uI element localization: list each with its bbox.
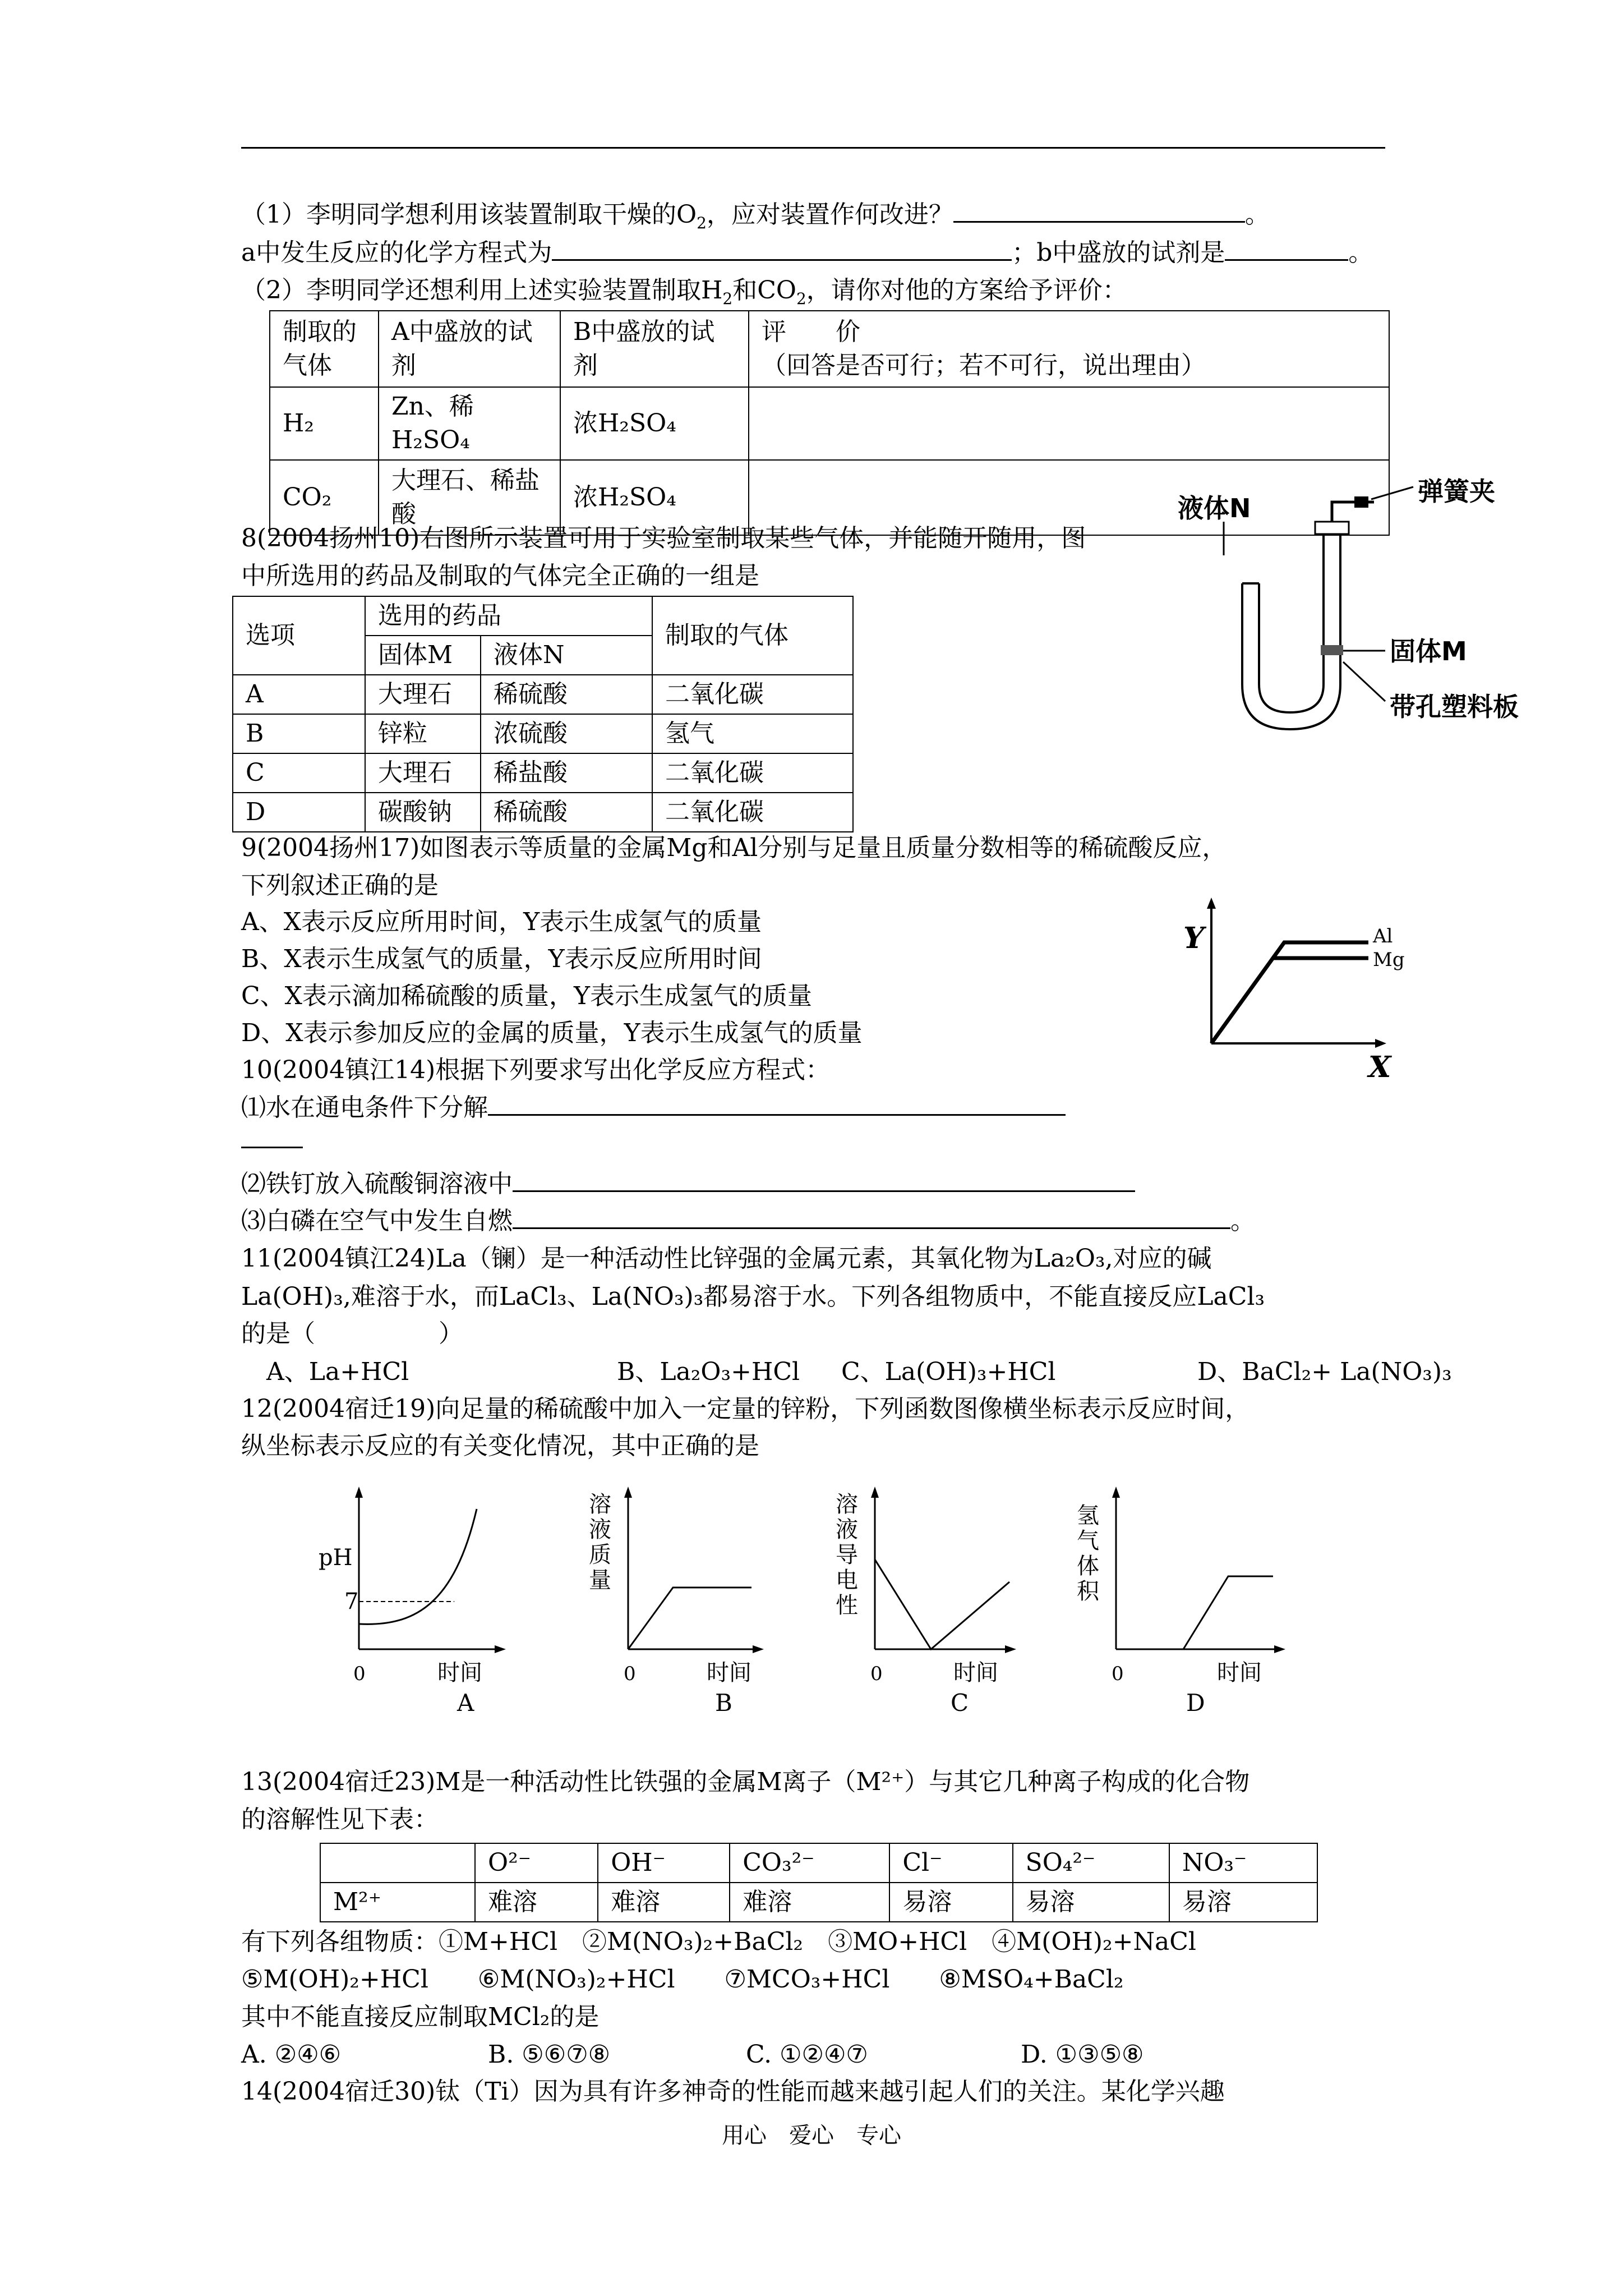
graph-a-xlabel: 时间: [437, 1660, 482, 1686]
q9-option-a: A、X表示反应所用时间，Y表示生成氢气的质量: [241, 908, 762, 936]
table-cell: CO₂: [270, 460, 379, 535]
table-cell: SO₄²⁻: [1013, 1843, 1169, 1883]
table-cell: 大理石: [365, 753, 481, 793]
q11-line: 11(2004镇江24)La（镧）是一种活动性比锌强的金属元素，其氧化物为La₂O₃,对应的碱: [241, 1244, 1212, 1273]
graph-d-zero: 0: [1112, 1663, 1124, 1685]
graph-b: [589, 1487, 764, 1717]
q13-line: 有下列各组物质：①M+HCl ②M(NO₃)₂+BaCl₂ ③MO+HCl ④M(OH)₂+NaCl: [241, 1927, 1196, 1956]
table-cell: 选项: [233, 596, 365, 675]
graph-c-ylabel-1: 溶: [836, 1492, 858, 1517]
table-cell: OH⁻: [598, 1843, 730, 1883]
header-rule: [241, 147, 1385, 149]
table-cell: 氢气: [652, 714, 853, 753]
q13-line: 的溶解性见下表：: [241, 1805, 439, 1834]
graph-c-zero: 0: [870, 1663, 883, 1685]
table-cell: 碳酸钠: [365, 793, 481, 832]
table-cell: H₂: [270, 387, 379, 460]
table-cell: 大理石、稀盐酸: [379, 460, 560, 535]
q1b-line: a中发生反应的化学方程式为 ；b中盛放的试剂是 。: [241, 234, 1373, 271]
answer-blank[interactable]: [488, 1089, 1066, 1116]
table-cell: 二氧化碳: [652, 675, 853, 714]
table-cell: D: [233, 793, 365, 832]
answer-blank[interactable]: [513, 1166, 1135, 1192]
q13-line: 其中不能直接反应制取MCl₂的是: [241, 2003, 600, 2031]
table-cell: 二氧化碳: [652, 753, 853, 793]
graph-c-ylabel-5: 性: [836, 1593, 858, 1618]
label-solid-m: 固体M: [1390, 636, 1467, 666]
q13-line: ⑤M(OH)₂+HCl ⑥M(NO₃)₂+HCl ⑦MCO₃+HCl ⑧MSO₄+BaCl₂: [241, 1965, 1124, 1994]
graph-a: [319, 1487, 506, 1717]
reaction-graphs: [314, 1481, 1368, 1728]
graph-d-label: D: [1186, 1689, 1205, 1717]
table-cell: A中盛放的试剂: [379, 311, 560, 387]
graph-d-ylabel-3: 体: [1077, 1553, 1099, 1579]
graph-b-ylabel-4: 量: [589, 1567, 611, 1593]
solubility-table: [320, 1843, 1318, 1922]
graph-b-ylabel-1: 溶: [589, 1492, 611, 1517]
q10-2: ⑵铁钉放入硫酸铜溶液中: [241, 1166, 1135, 1202]
graph-b-label: B: [715, 1689, 732, 1717]
graph-c-ylabel-2: 液: [836, 1517, 858, 1543]
graph-d-ylabel-4: 积: [1077, 1579, 1099, 1604]
axis-y-label: Y: [1183, 921, 1205, 955]
graph-c-xlabel: 时间: [953, 1660, 998, 1686]
q13-option-b: B. ⑤⑥⑦⑧: [488, 2040, 611, 2069]
table-cell: 制取的气体: [270, 311, 379, 387]
table-cell: 稀硫酸: [481, 675, 652, 714]
graph-b-zero: 0: [624, 1663, 636, 1685]
q13-option-a: A. ②④⑥: [241, 2040, 342, 2069]
q14-line: 14(2004宿迁30)钛（Ti）因为具有许多神奇的性能而越来越引起人们的关注。某化学兴趣: [241, 2077, 1225, 2106]
q9-line: 下列叙述正确的是: [241, 871, 439, 900]
table-cell: 选用的药品: [365, 596, 652, 636]
table-cell: NO₃⁻: [1169, 1843, 1317, 1883]
table-cell: 易溶: [1013, 1883, 1169, 1922]
graph-c-label: C: [951, 1689, 969, 1717]
table-cell: 难溶: [475, 1883, 598, 1922]
q11-option-c: C、La(OH)₃+HCl: [841, 1358, 1056, 1386]
series-label-mg: Mg: [1373, 949, 1405, 971]
table-cell: M²⁺: [320, 1883, 475, 1922]
label-liquid-n: 液体N: [1178, 493, 1251, 523]
graph-d-ylabel-1: 氢: [1077, 1503, 1099, 1529]
graph-b-xlabel: 时间: [707, 1660, 751, 1686]
graph-b-ylabel-2: 液: [589, 1517, 611, 1543]
q10-1: ⑴水在通电条件下分解: [241, 1089, 1066, 1126]
answer-blank[interactable]: [953, 196, 1245, 223]
q10-3: ⑶白磷在空气中发生自燃 。: [241, 1203, 1255, 1239]
table-cell: 制取的气体: [652, 596, 853, 675]
table-cell: 锌粒: [365, 714, 481, 753]
page-footer: 用心 爱心 专心: [722, 2123, 901, 2148]
table-cell: 评 价 （回答是否可行；若不可行，说出理由）: [749, 311, 1389, 387]
q12-line: 纵坐标表示反应的有关变化情况，其中正确的是: [241, 1432, 759, 1460]
table-cell: CO₃²⁻: [730, 1843, 889, 1883]
q8-line: 中所选用的药品及制取的气体完全正确的一组是: [241, 562, 759, 590]
table-cell: Zn、稀H₂SO₄: [379, 387, 560, 460]
graph-d: [1077, 1487, 1285, 1717]
table-cell: 液体N: [481, 636, 652, 675]
answer-blank[interactable]: [241, 1122, 303, 1148]
table-cell: 稀盐酸: [481, 753, 652, 793]
answer-blank-cont: [241, 1122, 303, 1158]
table-cell[interactable]: [749, 387, 1389, 460]
q12-line: 12(2004宿迁19)向足量的稀硫酸中加入一定量的锌粉，下列函数图像横坐标表示反应时间，: [241, 1395, 1250, 1423]
table-cell: Cl⁻: [889, 1843, 1012, 1883]
graph-b-ylabel-3: 质: [589, 1542, 611, 1568]
q11-option-b: B、La₂O₃+HCl: [617, 1358, 800, 1386]
table-cell: 难溶: [730, 1883, 889, 1922]
graph-c-ylabel-3: 导: [836, 1542, 858, 1568]
u-tube-apparatus: [1178, 471, 1570, 740]
q10-line: 10(2004镇江14)根据下列要求写出化学反应方程式：: [241, 1056, 831, 1084]
label-spring-clip: 弹簧夹: [1418, 476, 1495, 507]
q11-line: La(OH)₃,难溶于水，而LaCl₃、La(NO₃)₃都易溶于水。下列各组物质中，不能直接反应LaCl₃: [241, 1282, 1265, 1311]
q13-line: 13(2004宿迁23)M是一种活动性比铁强的金属M离子（M²⁺）与其它几种离子构成的化合物: [241, 1768, 1250, 1796]
table-cell: 二氧化碳: [652, 793, 853, 832]
q11-line: 的是（ ）: [241, 1319, 463, 1348]
graph-d-xlabel: 时间: [1217, 1660, 1262, 1686]
series-label-al: Al: [1373, 925, 1393, 947]
mg-al-graph: [1166, 886, 1424, 1088]
table-cell: [320, 1843, 475, 1883]
table-cell: B: [233, 714, 365, 753]
q11-option-a: A、La+HCl: [266, 1358, 409, 1386]
table-cell: 固体M: [365, 636, 481, 675]
q9-option-c: C、X表示滴加稀硫酸的质量，Y表示生成氢气的质量: [241, 982, 813, 1010]
table-cell: 稀硫酸: [481, 793, 652, 832]
q13-option-d: D. ①③⑤⑧: [1021, 2040, 1144, 2069]
table-cell: 难溶: [598, 1883, 730, 1922]
q9-option-d: D、X表示参加反应的金属的质量，Y表示生成氢气的质量: [241, 1019, 863, 1047]
graph-a-ylabel: pH: [319, 1545, 353, 1571]
table-cell: 浓H₂SO₄: [560, 460, 749, 535]
table-cell: 易溶: [1169, 1883, 1317, 1922]
q9-option-b: B、X表示生成氢气的质量，Y表示反应所用时间: [241, 945, 762, 973]
table-cell: 大理石: [365, 675, 481, 714]
table-cell: C: [233, 753, 365, 793]
answer-blank[interactable]: [1225, 234, 1348, 261]
label-perforated-plate: 带孔塑料板: [1390, 692, 1519, 722]
table-cell: 浓H₂SO₄: [560, 387, 749, 460]
table-cell: B中盛放的试剂: [560, 311, 749, 387]
table-cell: 易溶: [889, 1883, 1012, 1922]
graph-a-label: A: [457, 1689, 474, 1717]
reagent-table: [232, 596, 854, 832]
table-cell: O²⁻: [475, 1843, 598, 1883]
q2-line: （2）李明同学还想利用上述实验装置制取$H_2$和$CO_2$，请你对他的方案给予评价：: [241, 276, 1127, 308]
answer-blank[interactable]: [552, 234, 1012, 261]
table-cell: A: [233, 675, 365, 714]
q9-line: 9(2004扬州17)如图表示等质量的金属Mg和Al分别与足量且质量分数相等的稀硫酸反应，: [241, 834, 1227, 862]
graph-a-seven: 7: [344, 1589, 359, 1614]
q13-option-c: C. ①②④⑦: [746, 2040, 868, 2069]
graph-d-ylabel-2: 气: [1077, 1528, 1099, 1554]
graph-a-zero: 0: [353, 1663, 366, 1685]
q1-line: （1）李明同学想利用该装置制取干燥的$O_2$，应对装置作何改进？ 。: [241, 196, 1270, 241]
q8-line: 8(2004扬州10)右图所示装置可用于实验室制取某些气体，并能随开随用，图: [241, 524, 1086, 553]
table-cell: 浓硫酸: [481, 714, 652, 753]
graph-c-ylabel-4: 电: [836, 1567, 858, 1593]
q11-option-d: D、BaCl₂+ La(NO₃)₃: [1197, 1358, 1452, 1386]
axis-x-label: X: [1368, 1050, 1391, 1084]
answer-blank[interactable]: [513, 1203, 1230, 1229]
graph-c: [836, 1487, 1016, 1717]
